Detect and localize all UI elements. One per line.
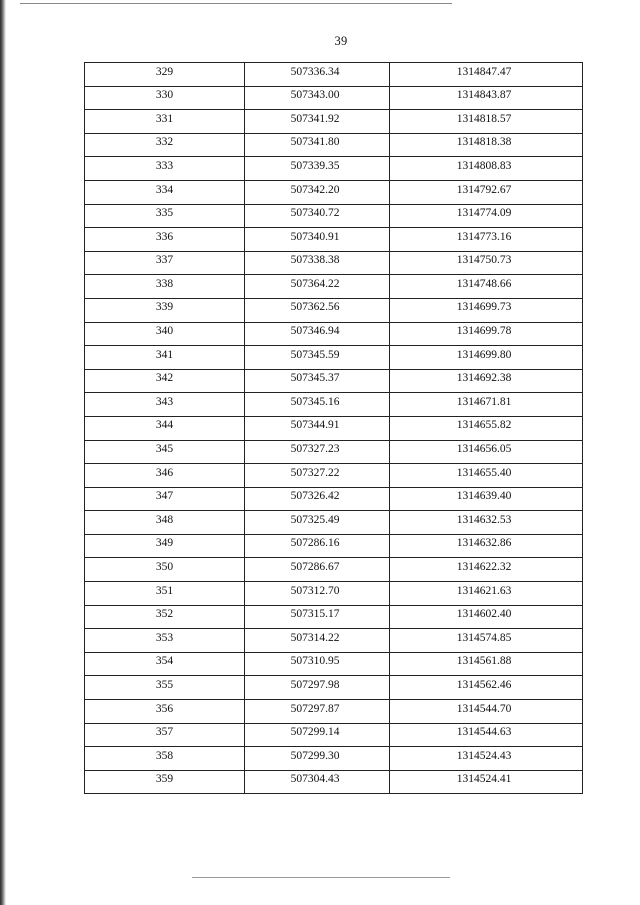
point-number-cell bbox=[85, 487, 245, 511]
point-number-value: 331 bbox=[155, 112, 174, 125]
y-coordinate-cell bbox=[390, 204, 583, 228]
point-number-cell bbox=[85, 393, 245, 417]
table-row bbox=[85, 157, 583, 181]
x-coordinate-value: 507346.94 bbox=[290, 325, 340, 338]
point-number-value: 359 bbox=[155, 773, 174, 786]
y-coordinate-value: 1314632.53 bbox=[456, 513, 512, 526]
y-coordinate-cell bbox=[390, 723, 583, 747]
y-coordinate-value: 1314818.57 bbox=[456, 112, 512, 125]
y-coordinate-cell bbox=[390, 605, 583, 629]
point-number-cell bbox=[85, 464, 245, 488]
x-coordinate-value: 507338.38 bbox=[290, 254, 340, 267]
x-coordinate-value: 507325.49 bbox=[290, 513, 340, 526]
point-number-cell bbox=[85, 747, 245, 771]
point-number-value: 341 bbox=[155, 348, 174, 361]
y-coordinate-cell bbox=[390, 228, 583, 252]
x-coordinate-cell bbox=[245, 157, 390, 181]
y-coordinate-value: 1314524.43 bbox=[456, 749, 512, 762]
x-coordinate-value: 507312.70 bbox=[290, 584, 340, 597]
point-number-cell bbox=[85, 298, 245, 322]
y-coordinate-value: 1314561.88 bbox=[456, 655, 512, 668]
page-number: 39 bbox=[334, 34, 348, 48]
y-coordinate-cell bbox=[390, 700, 583, 724]
y-coordinate-cell bbox=[390, 157, 583, 181]
y-coordinate-cell bbox=[390, 747, 583, 771]
x-coordinate-value: 507326.42 bbox=[290, 490, 340, 503]
y-coordinate-cell bbox=[390, 440, 583, 464]
table-row bbox=[85, 652, 583, 676]
point-number-cell bbox=[85, 582, 245, 606]
point-number-cell bbox=[85, 629, 245, 653]
x-coordinate-value: 507340.72 bbox=[290, 207, 340, 220]
y-coordinate-cell bbox=[390, 251, 583, 275]
y-coordinate-value: 1314843.87 bbox=[456, 89, 512, 102]
table-row bbox=[85, 228, 583, 252]
x-coordinate-cell bbox=[245, 770, 390, 794]
y-coordinate-cell bbox=[390, 180, 583, 204]
y-coordinate-cell bbox=[390, 558, 583, 582]
y-coordinate-value: 1314699.78 bbox=[456, 325, 512, 338]
y-coordinate-cell bbox=[390, 770, 583, 794]
x-coordinate-value: 507286.67 bbox=[290, 561, 340, 574]
x-coordinate-cell bbox=[245, 629, 390, 653]
x-coordinate-value: 507299.14 bbox=[290, 726, 340, 739]
table-row bbox=[85, 110, 583, 134]
y-coordinate-cell bbox=[390, 629, 583, 653]
table-row bbox=[85, 464, 583, 488]
point-number-cell bbox=[85, 86, 245, 110]
scan-artifact-bottom-line bbox=[192, 877, 450, 878]
y-coordinate-cell bbox=[390, 511, 583, 535]
y-coordinate-value: 1314655.40 bbox=[456, 466, 512, 479]
point-number-cell bbox=[85, 652, 245, 676]
point-number-cell bbox=[85, 228, 245, 252]
x-coordinate-cell bbox=[245, 723, 390, 747]
table-row bbox=[85, 322, 583, 346]
point-number-value: 339 bbox=[155, 301, 174, 314]
y-coordinate-value: 1314602.40 bbox=[456, 608, 512, 621]
point-number-value: 349 bbox=[155, 537, 174, 550]
table-row bbox=[85, 582, 583, 606]
table-row bbox=[85, 534, 583, 558]
y-coordinate-value: 1314699.73 bbox=[456, 301, 512, 314]
x-coordinate-cell bbox=[245, 393, 390, 417]
table-row bbox=[85, 346, 583, 370]
point-number-value: 336 bbox=[155, 230, 174, 243]
y-coordinate-cell bbox=[390, 346, 583, 370]
table-row bbox=[85, 416, 583, 440]
point-number-value: 343 bbox=[155, 395, 174, 408]
table-row bbox=[85, 487, 583, 511]
y-coordinate-cell bbox=[390, 133, 583, 157]
point-number-cell bbox=[85, 369, 245, 393]
table-row bbox=[85, 63, 583, 87]
point-number-value: 348 bbox=[155, 513, 174, 526]
x-coordinate-cell bbox=[245, 369, 390, 393]
point-number-value: 354 bbox=[155, 655, 174, 668]
x-coordinate-value: 507310.95 bbox=[290, 655, 340, 668]
x-coordinate-cell bbox=[245, 464, 390, 488]
point-number-cell bbox=[85, 511, 245, 535]
y-coordinate-value: 1314792.67 bbox=[456, 183, 512, 196]
x-coordinate-cell bbox=[245, 86, 390, 110]
table-row bbox=[85, 723, 583, 747]
table-row bbox=[85, 558, 583, 582]
point-number-value: 351 bbox=[155, 584, 174, 597]
point-number-cell bbox=[85, 558, 245, 582]
y-coordinate-value: 1314524.41 bbox=[456, 773, 512, 786]
point-number-value: 346 bbox=[155, 466, 174, 479]
point-number-value: 338 bbox=[155, 277, 174, 290]
y-coordinate-value: 1314562.46 bbox=[456, 678, 512, 691]
point-number-cell bbox=[85, 346, 245, 370]
x-coordinate-value: 507344.91 bbox=[290, 419, 340, 432]
point-number-value: 344 bbox=[155, 419, 174, 432]
x-coordinate-cell bbox=[245, 747, 390, 771]
point-number-cell bbox=[85, 676, 245, 700]
x-coordinate-cell bbox=[245, 511, 390, 535]
x-coordinate-value: 507297.87 bbox=[290, 702, 340, 715]
y-coordinate-value: 1314808.83 bbox=[456, 159, 512, 172]
x-coordinate-value: 507345.37 bbox=[290, 372, 340, 385]
x-coordinate-value: 507314.22 bbox=[290, 631, 340, 644]
table-row bbox=[85, 133, 583, 157]
table-row bbox=[85, 275, 583, 299]
x-coordinate-cell bbox=[245, 440, 390, 464]
y-coordinate-cell bbox=[390, 322, 583, 346]
y-coordinate-value: 1314818.38 bbox=[456, 136, 512, 149]
point-number-cell bbox=[85, 605, 245, 629]
table-row bbox=[85, 700, 583, 724]
y-coordinate-value: 1314750.73 bbox=[456, 254, 512, 267]
x-coordinate-value: 507364.22 bbox=[290, 277, 340, 290]
x-coordinate-cell bbox=[245, 228, 390, 252]
point-number-cell bbox=[85, 157, 245, 181]
table-row bbox=[85, 770, 583, 794]
table-row bbox=[85, 86, 583, 110]
x-coordinate-cell bbox=[245, 110, 390, 134]
y-coordinate-cell bbox=[390, 63, 583, 87]
y-coordinate-value: 1314544.70 bbox=[456, 702, 512, 715]
point-number-cell bbox=[85, 416, 245, 440]
y-coordinate-value: 1314574.85 bbox=[456, 631, 512, 644]
y-coordinate-cell bbox=[390, 582, 583, 606]
table-row bbox=[85, 369, 583, 393]
table-row bbox=[85, 511, 583, 535]
x-coordinate-cell bbox=[245, 63, 390, 87]
point-number-value: 342 bbox=[155, 372, 174, 385]
point-number-value: 356 bbox=[155, 702, 174, 715]
table-row bbox=[85, 393, 583, 417]
x-coordinate-cell bbox=[245, 558, 390, 582]
x-coordinate-value: 507327.23 bbox=[290, 443, 340, 456]
x-coordinate-value: 507341.92 bbox=[290, 112, 340, 125]
point-number-value: 358 bbox=[155, 749, 174, 762]
point-number-value: 335 bbox=[155, 207, 174, 220]
table-row bbox=[85, 251, 583, 275]
point-number-cell bbox=[85, 440, 245, 464]
point-number-cell bbox=[85, 133, 245, 157]
coordinates-table bbox=[84, 62, 583, 794]
x-coordinate-cell bbox=[245, 416, 390, 440]
point-number-value: 334 bbox=[155, 183, 174, 196]
point-number-value: 357 bbox=[155, 726, 174, 739]
x-coordinate-value: 507327.22 bbox=[290, 466, 340, 479]
y-coordinate-cell bbox=[390, 86, 583, 110]
y-coordinate-value: 1314699.80 bbox=[456, 348, 512, 361]
y-coordinate-value: 1314774.09 bbox=[456, 207, 512, 220]
x-coordinate-cell bbox=[245, 298, 390, 322]
x-coordinate-value: 507336.34 bbox=[290, 65, 340, 78]
point-number-cell bbox=[85, 700, 245, 724]
coordinates-table-body bbox=[85, 63, 583, 794]
y-coordinate-cell bbox=[390, 369, 583, 393]
y-coordinate-value: 1314622.32 bbox=[456, 561, 512, 574]
table-row bbox=[85, 180, 583, 204]
point-number-cell bbox=[85, 110, 245, 134]
y-coordinate-cell bbox=[390, 275, 583, 299]
point-number-value: 333 bbox=[155, 159, 174, 172]
point-number-cell bbox=[85, 251, 245, 275]
x-coordinate-cell bbox=[245, 251, 390, 275]
y-coordinate-value: 1314655.82 bbox=[456, 419, 512, 432]
x-coordinate-value: 507339.35 bbox=[290, 159, 340, 172]
x-coordinate-value: 507343.00 bbox=[290, 89, 340, 102]
y-coordinate-value: 1314692.38 bbox=[456, 372, 512, 385]
point-number-cell bbox=[85, 180, 245, 204]
y-coordinate-cell bbox=[390, 393, 583, 417]
point-number-value: 353 bbox=[155, 631, 174, 644]
scan-artifact-top-line bbox=[20, 3, 452, 4]
y-coordinate-cell bbox=[390, 652, 583, 676]
x-coordinate-value: 507304.43 bbox=[290, 773, 340, 786]
y-coordinate-cell bbox=[390, 416, 583, 440]
point-number-value: 345 bbox=[155, 443, 174, 456]
x-coordinate-value: 507345.16 bbox=[290, 395, 340, 408]
point-number-cell bbox=[85, 204, 245, 228]
x-coordinate-value: 507362.56 bbox=[290, 301, 340, 314]
y-coordinate-cell bbox=[390, 534, 583, 558]
point-number-value: 330 bbox=[155, 89, 174, 102]
y-coordinate-value: 1314748.66 bbox=[456, 277, 512, 290]
y-coordinate-cell bbox=[390, 110, 583, 134]
table-row bbox=[85, 440, 583, 464]
x-coordinate-cell bbox=[245, 133, 390, 157]
point-number-value: 332 bbox=[155, 136, 174, 149]
point-number-value: 350 bbox=[155, 561, 174, 574]
x-coordinate-cell bbox=[245, 700, 390, 724]
y-coordinate-value: 1314621.63 bbox=[456, 584, 512, 597]
point-number-cell bbox=[85, 770, 245, 794]
x-coordinate-value: 507341.80 bbox=[290, 136, 340, 149]
x-coordinate-cell bbox=[245, 180, 390, 204]
x-coordinate-value: 507297.98 bbox=[290, 678, 340, 691]
point-number-cell bbox=[85, 534, 245, 558]
x-coordinate-cell bbox=[245, 346, 390, 370]
x-coordinate-cell bbox=[245, 322, 390, 346]
point-number-value: 352 bbox=[155, 608, 174, 621]
scan-edge-left bbox=[0, 0, 6, 905]
x-coordinate-cell bbox=[245, 605, 390, 629]
y-coordinate-value: 1314671.81 bbox=[456, 395, 512, 408]
y-coordinate-cell bbox=[390, 676, 583, 700]
point-number-cell bbox=[85, 275, 245, 299]
point-number-cell bbox=[85, 63, 245, 87]
x-coordinate-value: 507286.16 bbox=[290, 537, 340, 550]
table-row bbox=[85, 605, 583, 629]
x-coordinate-cell bbox=[245, 652, 390, 676]
y-coordinate-cell bbox=[390, 464, 583, 488]
x-coordinate-value: 507299.30 bbox=[290, 749, 340, 762]
y-coordinate-cell bbox=[390, 298, 583, 322]
point-number-cell bbox=[85, 723, 245, 747]
point-number-value: 340 bbox=[155, 325, 174, 338]
x-coordinate-cell bbox=[245, 534, 390, 558]
point-number-value: 329 bbox=[155, 65, 174, 78]
x-coordinate-value: 507340.91 bbox=[290, 230, 340, 243]
x-coordinate-cell bbox=[245, 275, 390, 299]
table-row bbox=[85, 676, 583, 700]
table-row bbox=[85, 747, 583, 771]
y-coordinate-value: 1314847.47 bbox=[456, 65, 512, 78]
x-coordinate-cell bbox=[245, 204, 390, 228]
y-coordinate-cell bbox=[390, 487, 583, 511]
point-number-value: 347 bbox=[155, 490, 174, 503]
x-coordinate-cell bbox=[245, 676, 390, 700]
point-number-value: 355 bbox=[155, 678, 174, 691]
x-coordinate-value: 507345.59 bbox=[290, 348, 340, 361]
y-coordinate-value: 1314639.40 bbox=[456, 490, 512, 503]
y-coordinate-value: 1314632.86 bbox=[456, 537, 512, 550]
x-coordinate-cell bbox=[245, 487, 390, 511]
x-coordinate-cell bbox=[245, 582, 390, 606]
point-number-cell bbox=[85, 322, 245, 346]
table-row bbox=[85, 204, 583, 228]
table-row bbox=[85, 629, 583, 653]
y-coordinate-value: 1314544.63 bbox=[456, 726, 512, 739]
x-coordinate-value: 507315.17 bbox=[290, 608, 340, 621]
point-number-value: 337 bbox=[155, 254, 174, 267]
y-coordinate-value: 1314656.05 bbox=[456, 443, 512, 456]
y-coordinate-value: 1314773.16 bbox=[456, 230, 512, 243]
x-coordinate-value: 507342.20 bbox=[290, 183, 340, 196]
table-row bbox=[85, 298, 583, 322]
